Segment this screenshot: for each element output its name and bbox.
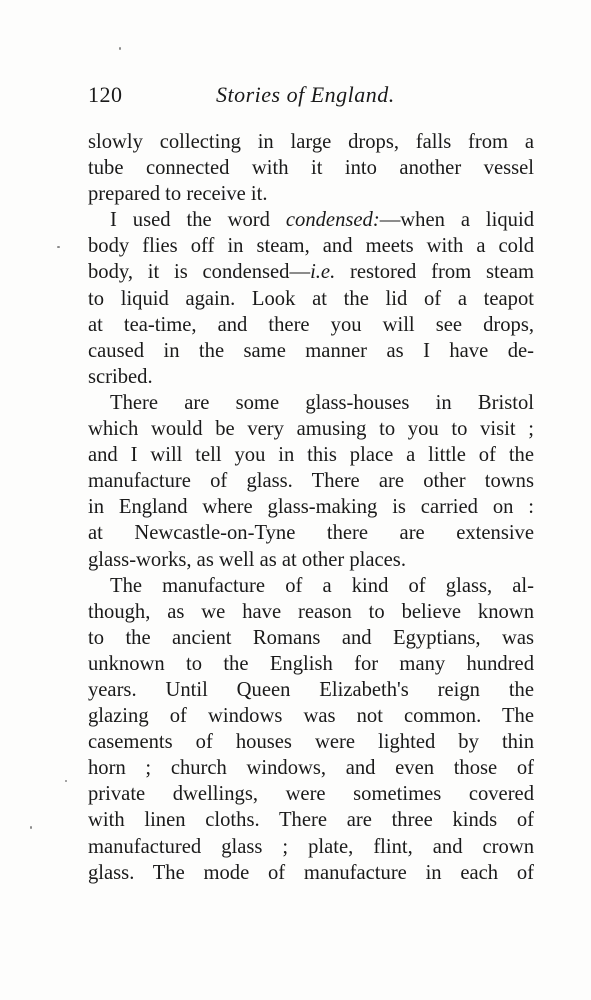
- text-line: [88, 338, 534, 364]
- text-segment: slowly collecting in large drops, falls from a: [88, 131, 534, 153]
- text-segment: manufactured glass ; plate, flint, and crown: [88, 835, 534, 858]
- text-segment: glass. The mode of manufacture in each of: [88, 861, 534, 884]
- page-header: [88, 82, 538, 110]
- text-line: [88, 599, 534, 625]
- text-segment: There are some glass-houses in Bristol: [110, 391, 534, 414]
- text-segment: to the ancient Romans and Egyptians, was: [88, 626, 534, 649]
- print-speck: [65, 780, 67, 782]
- text-line: [88, 651, 534, 677]
- text-line: [88, 312, 534, 338]
- text-segment: which would be very amusing to you to visit ;: [88, 418, 534, 441]
- text-segment: years. Until Queen Elizabeth's reign the: [88, 678, 534, 701]
- page-number: 120: [88, 82, 123, 107]
- text-line: [88, 729, 534, 755]
- text-segment: tube connected with it into another vessel: [88, 157, 534, 180]
- text-segment: caused in the same manner as I have de-: [88, 339, 534, 362]
- text-line: [88, 834, 534, 860]
- text-segment: The manufacture of a kind of glass, al-: [110, 574, 534, 597]
- text-segment: scribed.: [88, 365, 153, 388]
- italic-text: i.e.: [310, 261, 336, 284]
- print-speck: [57, 246, 60, 248]
- text-segment: at Newcastle-on-Tyne there are extensive: [88, 522, 534, 545]
- text-segment: unknown to the English for many hundred: [88, 652, 534, 675]
- text-line: [88, 390, 534, 416]
- text-line: [88, 494, 534, 520]
- text-segment: in England where glass-making is carried on :: [88, 496, 534, 519]
- text-line: [88, 155, 534, 181]
- text-line: [88, 703, 534, 729]
- text-segment: glazing of windows was not common. The: [88, 705, 534, 728]
- text-segment: I used the word: [110, 209, 286, 232]
- text-segment: restored from steam: [335, 261, 534, 284]
- text-segment: at tea-time, and there you will see drops,: [88, 313, 534, 336]
- text-line: [88, 520, 534, 546]
- text-line: [88, 286, 534, 312]
- text-line: [88, 468, 534, 494]
- text-segment: manufacture of glass. There are other towns: [88, 470, 534, 493]
- text-segment: casements of houses were lighted by thin: [88, 731, 534, 754]
- text-line: [88, 573, 534, 599]
- text-segment: to liquid again. Look at the lid of a teapot: [88, 287, 534, 310]
- text-line: [88, 860, 534, 886]
- text-line: [88, 129, 534, 155]
- body-text: [88, 129, 534, 886]
- running-title: Stories of England.: [216, 82, 395, 107]
- text-line: [88, 781, 534, 807]
- text-line: [88, 807, 534, 833]
- text-segment: prepared to receive it.: [88, 183, 268, 206]
- text-segment: and I will tell you in this place a little of the: [88, 444, 534, 467]
- text-line: [88, 755, 534, 781]
- text-line: [88, 677, 534, 703]
- print-speck: [119, 47, 121, 50]
- italic-text: condensed:: [285, 209, 380, 232]
- text-line: [88, 416, 534, 442]
- text-segment: with linen cloths. There are three kinds of: [88, 809, 534, 832]
- text-line: [88, 625, 534, 651]
- text-segment: body, it is condensed—: [88, 261, 311, 284]
- text-line: [88, 181, 534, 207]
- text-segment: horn ; church windows, and even those of: [88, 757, 534, 780]
- text-line: [88, 233, 534, 259]
- print-speck: [30, 826, 32, 829]
- text-segment: body flies off in steam, and meets with a cold: [88, 235, 534, 258]
- text-line: [88, 259, 534, 285]
- text-segment: —when a liquid: [379, 209, 534, 232]
- text-line: [88, 547, 534, 573]
- text-segment: private dwellings, were sometimes covered: [88, 783, 534, 806]
- text-line: [88, 207, 534, 233]
- text-segment: though, as we have reason to believe known: [88, 600, 534, 623]
- text-line: [88, 364, 534, 390]
- text-line: [88, 442, 534, 468]
- text-segment: glass-works, as well as at other places.: [88, 548, 406, 571]
